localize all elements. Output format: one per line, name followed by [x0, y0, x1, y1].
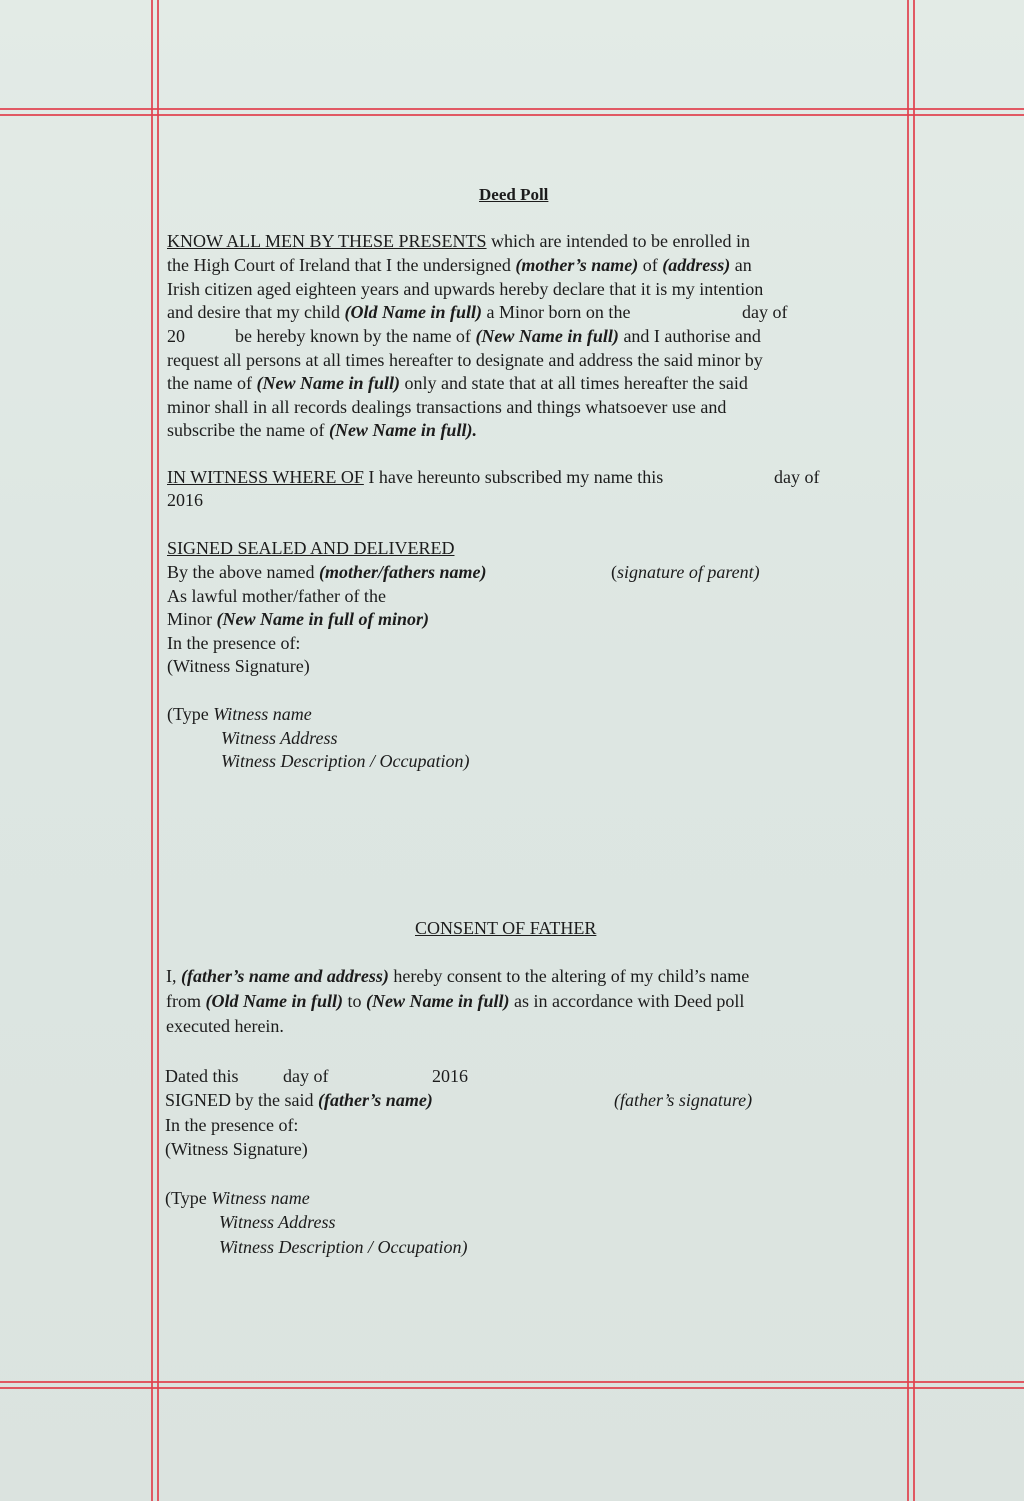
deed-line-9	[167, 419, 477, 441]
address-placeholder: (address)	[662, 255, 731, 275]
father-signature-label: (father’s signature)	[614, 1090, 753, 1110]
witness-day-of: day of	[774, 467, 820, 487]
witness-year: 2016	[167, 490, 203, 510]
deed-text: the High Court of Ireland that I the undersigned	[167, 255, 516, 275]
minor-line	[167, 608, 429, 630]
deed-text: an	[730, 255, 752, 275]
minor-name-placeholder: (New Name in full of minor)	[216, 609, 430, 629]
deed-line-7	[167, 372, 748, 394]
deed-year-prefix: 20	[167, 326, 185, 346]
new-name-placeholder: (New Name in full)	[475, 326, 619, 346]
consent-type-witness-name-line	[165, 1187, 310, 1209]
consent-presence-line: In the presence of:	[165, 1115, 299, 1135]
witness-description-line: Witness Description / Occupation)	[221, 751, 470, 771]
signed-text: SIGNED by the said	[165, 1090, 318, 1110]
deed-line-1	[167, 230, 750, 252]
deed-line-5	[235, 325, 761, 347]
deed-text: and I authorise and	[618, 326, 761, 346]
presence-line: In the presence of:	[167, 633, 301, 653]
consent-text: as in accordance with Deed poll	[509, 991, 745, 1011]
deed-text: and desire that my child	[167, 302, 345, 322]
type-witness-name-line	[167, 703, 312, 725]
deed-line-4	[167, 301, 630, 323]
old-name-placeholder: (Old Name in full)	[205, 991, 343, 1011]
witness-name-placeholder: Witness name	[213, 704, 312, 724]
deed-line-8: minor shall in all records dealings transactions and things whatsoever use and	[167, 397, 727, 417]
consent-line-2	[166, 990, 744, 1012]
deed-text: a Minor born on the	[481, 302, 631, 322]
parent-signature-label	[611, 561, 760, 583]
type-text: (Type	[167, 704, 214, 724]
consent-line-1	[166, 965, 749, 987]
consent-text: to	[343, 991, 367, 1011]
signed-by-father-line	[165, 1089, 433, 1111]
type-text: (Type	[165, 1188, 212, 1208]
signature-text: signature of parent)	[617, 562, 760, 582]
deed-text: only and state that at all times hereafter the said	[399, 373, 748, 393]
lawful-parent-line: As lawful mother/father of the	[167, 586, 386, 606]
new-name-placeholder: (New Name in full)	[256, 373, 400, 393]
old-name-placeholder: (Old Name in full)	[344, 302, 482, 322]
in-witness-heading: IN WITNESS WHERE OF	[167, 467, 364, 487]
consent-text: hereby consent to the altering of my child’s name	[388, 966, 750, 986]
consent-heading: CONSENT OF FATHER	[415, 918, 597, 938]
dated-this-label: Dated this	[165, 1066, 239, 1086]
dated-year: 2016	[432, 1066, 468, 1086]
by-above-named-line	[167, 561, 486, 583]
minor-text: Minor	[167, 609, 217, 629]
deed-text: subscribe the name of	[167, 420, 329, 440]
witness-text: I have hereunto subscribed my name this	[363, 467, 664, 487]
consent-witness-description-line: Witness Description / Occupation)	[219, 1237, 468, 1257]
consent-witness-address-line: Witness Address	[219, 1212, 336, 1232]
witness-address-line: Witness Address	[221, 728, 338, 748]
witness-signature-line: (Witness Signature)	[167, 656, 310, 676]
consent-text: I,	[166, 966, 181, 986]
dated-day-of-label: day of	[283, 1066, 329, 1086]
parent-name-placeholder: (mother/fathers name)	[318, 562, 487, 582]
consent-witness-signature-line: (Witness Signature)	[165, 1139, 308, 1159]
father-name-address-placeholder: (father’s name and address)	[181, 966, 389, 986]
new-name-placeholder: (New Name in full).	[328, 420, 477, 440]
deed-text: which are intended to be enrolled in	[486, 231, 750, 251]
mother-name-placeholder: (mother’s name)	[515, 255, 639, 275]
deed-line-2	[167, 254, 752, 276]
deed-line-6: request all persons at all times hereafter to designate and address the said minor by	[167, 350, 763, 370]
consent-text: from	[166, 991, 206, 1011]
deed-day-of: day of	[742, 302, 788, 322]
deed-text: the name of	[167, 373, 257, 393]
signature-paren: (	[611, 562, 617, 582]
witness-name-placeholder: Witness name	[211, 1188, 310, 1208]
consent-line-3: executed herein.	[166, 1016, 284, 1036]
new-name-placeholder: (New Name in full)	[366, 991, 510, 1011]
signed-text: By the above named	[167, 562, 319, 582]
deed-text: of	[638, 255, 663, 275]
deed-text: be hereby known by the name of	[235, 326, 476, 346]
signed-sealed-heading: SIGNED SEALED AND DELIVERED	[167, 538, 455, 558]
father-name-placeholder: (father’s name)	[317, 1090, 433, 1110]
witness-clause-line	[167, 466, 663, 488]
document-title: Deed Poll	[479, 185, 549, 204]
deed-line-3: Irish citizen aged eighteen years and upwards hereby declare that it is my intention	[167, 279, 764, 299]
know-all-men-heading: KNOW ALL MEN BY THESE PRESENTS	[167, 231, 487, 251]
